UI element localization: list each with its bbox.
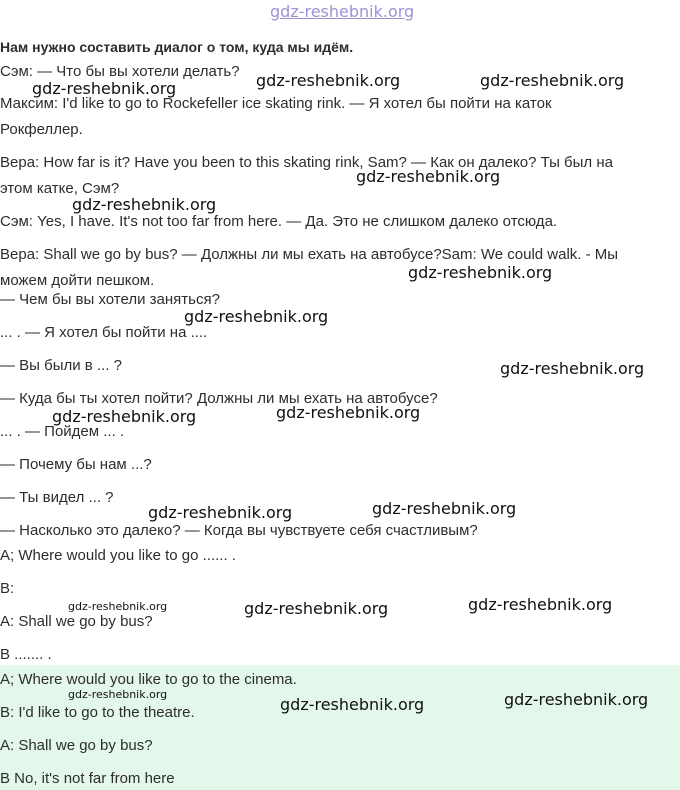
answer-line: A: Shall we go by bus? xyxy=(0,737,153,754)
answer-line: A; Where would you like to go to the cinema. xyxy=(0,671,297,688)
dialog-line: Максим: I'd like to go to Rockefeller ice skating rink. — Я хотел бы пойти на каток xyxy=(0,95,552,112)
watermark: gdz-reshebnik.org xyxy=(148,503,293,522)
watermark: gdz-reshebnik.org xyxy=(32,79,177,98)
watermark: gdz-reshebnik.org xyxy=(468,595,613,614)
watermark: gdz-reshebnik.org xyxy=(372,499,517,518)
watermark: gdz-reshebnik.org xyxy=(276,403,421,422)
dialog-line: Рокфеллер. xyxy=(0,121,83,138)
watermark: gdz-reshebnik.org xyxy=(500,359,645,378)
dialog-line: — Куда бы ты хотел пойти? Должны ли мы ехать на автобусе? xyxy=(0,390,438,407)
watermark: gdz-reshebnik.org xyxy=(52,407,197,426)
dialog-line: Вера: How far is it? Have you been to this skating rink, Sam? — Как он далеко? Ты был на xyxy=(0,154,613,171)
answer-line: B: I'd like to go to the theatre. xyxy=(0,704,195,721)
dialog-line: A; Where would you like to go ...... . xyxy=(0,547,236,564)
dialog-line: — Ты видел ... ? xyxy=(0,489,114,506)
watermark: gdz-reshebnik.org xyxy=(256,71,401,90)
dialog-line: этом катке, Сэм? xyxy=(0,180,120,197)
dialog-line: — Почему бы нам ...? xyxy=(0,456,152,473)
dialog-line: — Чем бы вы хотели заняться? xyxy=(0,291,220,308)
watermark: gdz-reshebnik.org xyxy=(356,167,501,186)
watermark: gdz-reshebnik.org xyxy=(504,690,649,709)
dialog-line: Сэм: Yes, I have. It's not too far from here. — Да. Это не слишком далеко отсюда. xyxy=(0,213,558,230)
dialog-line: Сэм: — Что бы вы хотели делать? xyxy=(0,63,240,80)
answer-line: B No, it's not far from here xyxy=(0,770,175,787)
watermark: gdz-reshebnik.org xyxy=(68,688,168,701)
task-heading: Нам нужно составить диалог о том, куда мы идём. xyxy=(0,39,354,55)
watermark: gdz-reshebnik.org xyxy=(280,695,425,714)
dialog-line: A: Shall we go by bus? xyxy=(0,613,153,630)
watermark: gdz-reshebnik.org xyxy=(244,599,389,618)
watermark: gdz-reshebnik.org xyxy=(408,263,553,282)
watermark: gdz-reshebnik.org xyxy=(480,71,625,90)
dialog-line: Вера: Shall we go by bus? — Должны ли мы ехать на автобусе?Sam: We could walk. - Мы xyxy=(0,246,619,263)
dialog-line: ... . — Пойдем ... . xyxy=(0,423,125,440)
dialog-line: — Насколько это далеко? — Когда вы чувствуете себя счастливым? xyxy=(0,522,478,539)
dialog-line: B ....... . xyxy=(0,646,52,663)
dialog-line: ... . — Я хотел бы пойти на .... xyxy=(0,324,208,341)
dialog-line: можем дойти пешком. xyxy=(0,272,155,289)
watermark: gdz-reshebnik.org xyxy=(184,307,329,326)
watermark: gdz-reshebnik.org xyxy=(68,600,168,613)
dialog-line: B: xyxy=(0,580,15,597)
watermark: gdz-reshebnik.org xyxy=(72,195,217,214)
header-watermark[interactable]: gdz-reshebnik.org xyxy=(270,2,415,21)
dialog-line: — Вы были в ... ? xyxy=(0,357,122,374)
